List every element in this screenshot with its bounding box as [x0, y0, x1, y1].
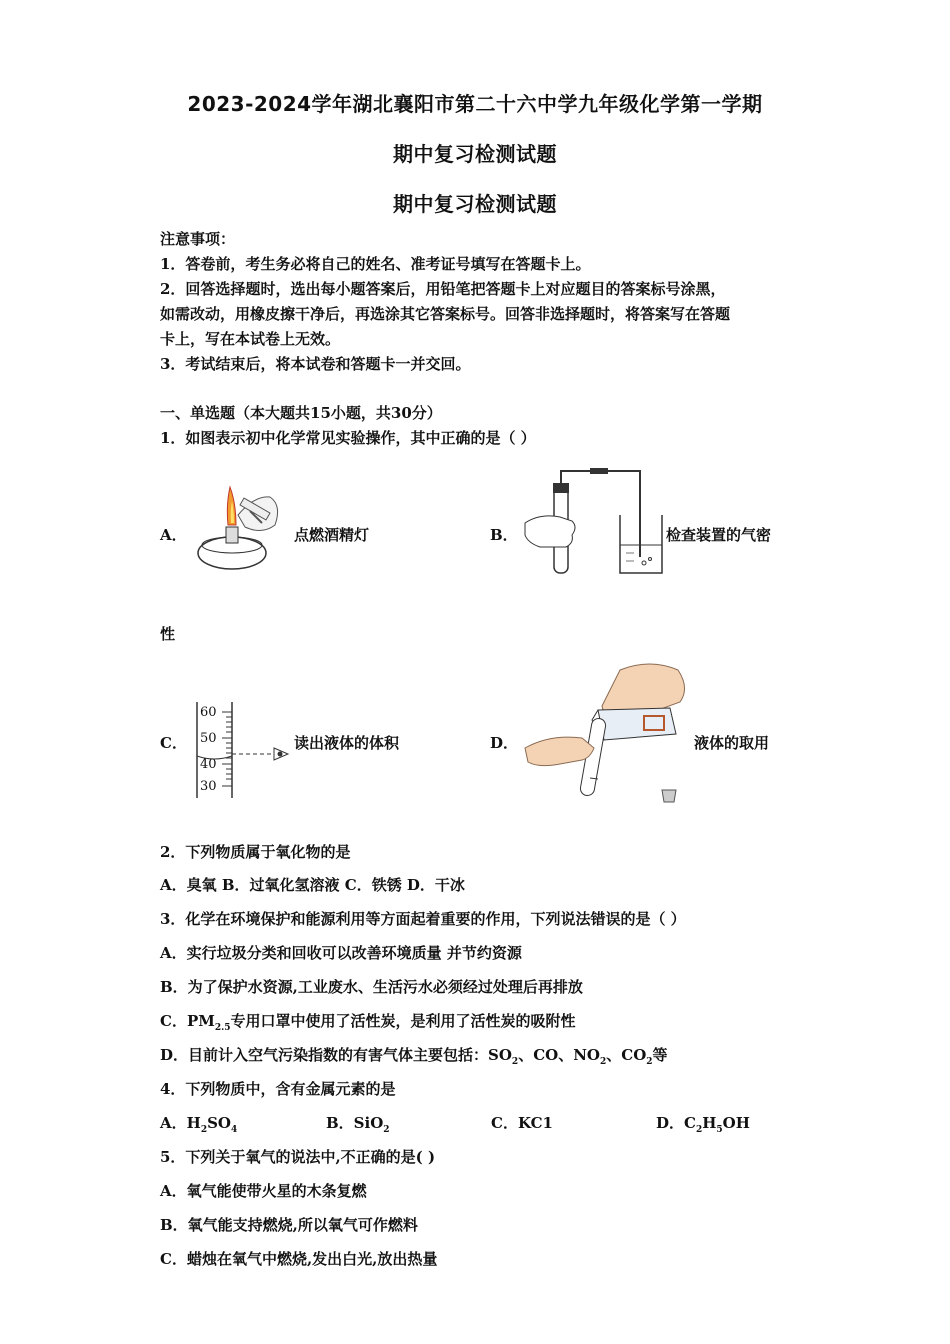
exam-title-line2: 期中复习检测试题 [393, 142, 557, 166]
q1-option-d-caption: 液体的取用 [694, 734, 770, 752]
notice-item-2b: 如需改动，用橡皮擦干净后，再选涂其它答案标号。回答非选择题时，将答案写在答题 [160, 305, 731, 323]
cylinder-tick-60: 60 [200, 705, 217, 720]
exam-title-line3: 期中复习检测试题 [393, 192, 557, 216]
q5-option-b: B．氧气能支持燃烧,所以氧气可作燃料 [160, 1216, 418, 1234]
cylinder-tick-40: 40 [200, 757, 217, 772]
q1-option-a-caption: 点燃酒精灯 [294, 526, 370, 544]
q1-option-c-caption: 读出液体的体积 [294, 734, 400, 752]
q4-option-a: A．$H_2SO_4$ [160, 1114, 238, 1135]
liquid-pouring-figure [520, 658, 695, 808]
notice-item-2c: 卡上，写在本试卷上无效。 [160, 330, 341, 348]
q1-option-b-caption-cont: 性 [160, 625, 176, 643]
q4-option-d: D．$C_2H_5OH$ [656, 1114, 750, 1135]
q3-option-b: B．为了保护水资源,工业废水、生活污水必须经过处理后再排放 [160, 978, 583, 996]
q3-option-d: D．目前计入空气污染指数的有害气体主要包括：$SO_2$、CO、$NO_2$、$CO_2$等 [160, 1046, 668, 1067]
alcohol-lamp-figure [190, 475, 290, 580]
q5-stem: 5．下列关于氧气的说法中,不正确的是( ) [160, 1148, 436, 1166]
notice-item-2a: 2．回答选择题时，选出每小题答案后，用铅笔把答题卡上对应题目的答案标号涂黑， [160, 280, 726, 298]
notice-item-1: 1．答卷前，考生务必将自己的姓名、准考证号填写在答题卡上。 [160, 255, 591, 273]
cylinder-tick-50: 50 [200, 731, 217, 746]
q1-stem: 1．如图表示初中化学常见实验操作，其中正确的是（ ） [160, 429, 536, 447]
cylinder-tick-30: 30 [200, 779, 217, 794]
q2-stem: 2．下列物质属于氧化物的是 [160, 843, 351, 861]
q5-option-c: C．蜡烛在氧气中燃烧,发出白光,放出热量 [160, 1250, 438, 1268]
q2-options: A．臭氧 B．过氧化氢溶液 C．铁锈 D．干冰 [160, 876, 465, 894]
notice-item-3: 3．考试结束后，将本试卷和答题卡一并交回。 [160, 355, 471, 373]
q4-stem: 4．下列物质中，含有金属元素的是 [160, 1080, 396, 1098]
q3-stem: 3．化学在环境保护和能源利用等方面起着重要的作用，下列说法错误的是（ ） [160, 910, 686, 928]
notice-heading: 注意事项： [160, 230, 236, 248]
q4-option-b: B．SiO$_2$ [326, 1114, 390, 1135]
exam-title-line1: 2023-2024学年湖北襄阳市第二十六中学九年级化学第一学期 [187, 92, 763, 116]
q5-option-a: A．氧气能使带火星的木条复燃 [160, 1182, 367, 1200]
q1-option-b-caption: 检查装置的气密 [666, 526, 772, 544]
q1-option-a-letter: A． [160, 526, 187, 544]
q1-option-b-letter: B． [490, 526, 518, 544]
q1-option-c-letter: C． [160, 734, 187, 752]
section-heading: 一、单选题（本大题共15小题，共30分） [160, 404, 442, 422]
q3-option-a: A．实行垃圾分类和回收可以改善环境质量 并节约资源 [160, 944, 522, 962]
q1-option-d-letter: D． [490, 734, 519, 752]
airtightness-test-figure [520, 465, 670, 580]
q3-option-c: C．$PM_{2.5}$专用口罩中使用了活性炭，是利用了活性炭的吸附性 [160, 1012, 576, 1033]
q4-option-c: C．KC1 [491, 1114, 553, 1132]
